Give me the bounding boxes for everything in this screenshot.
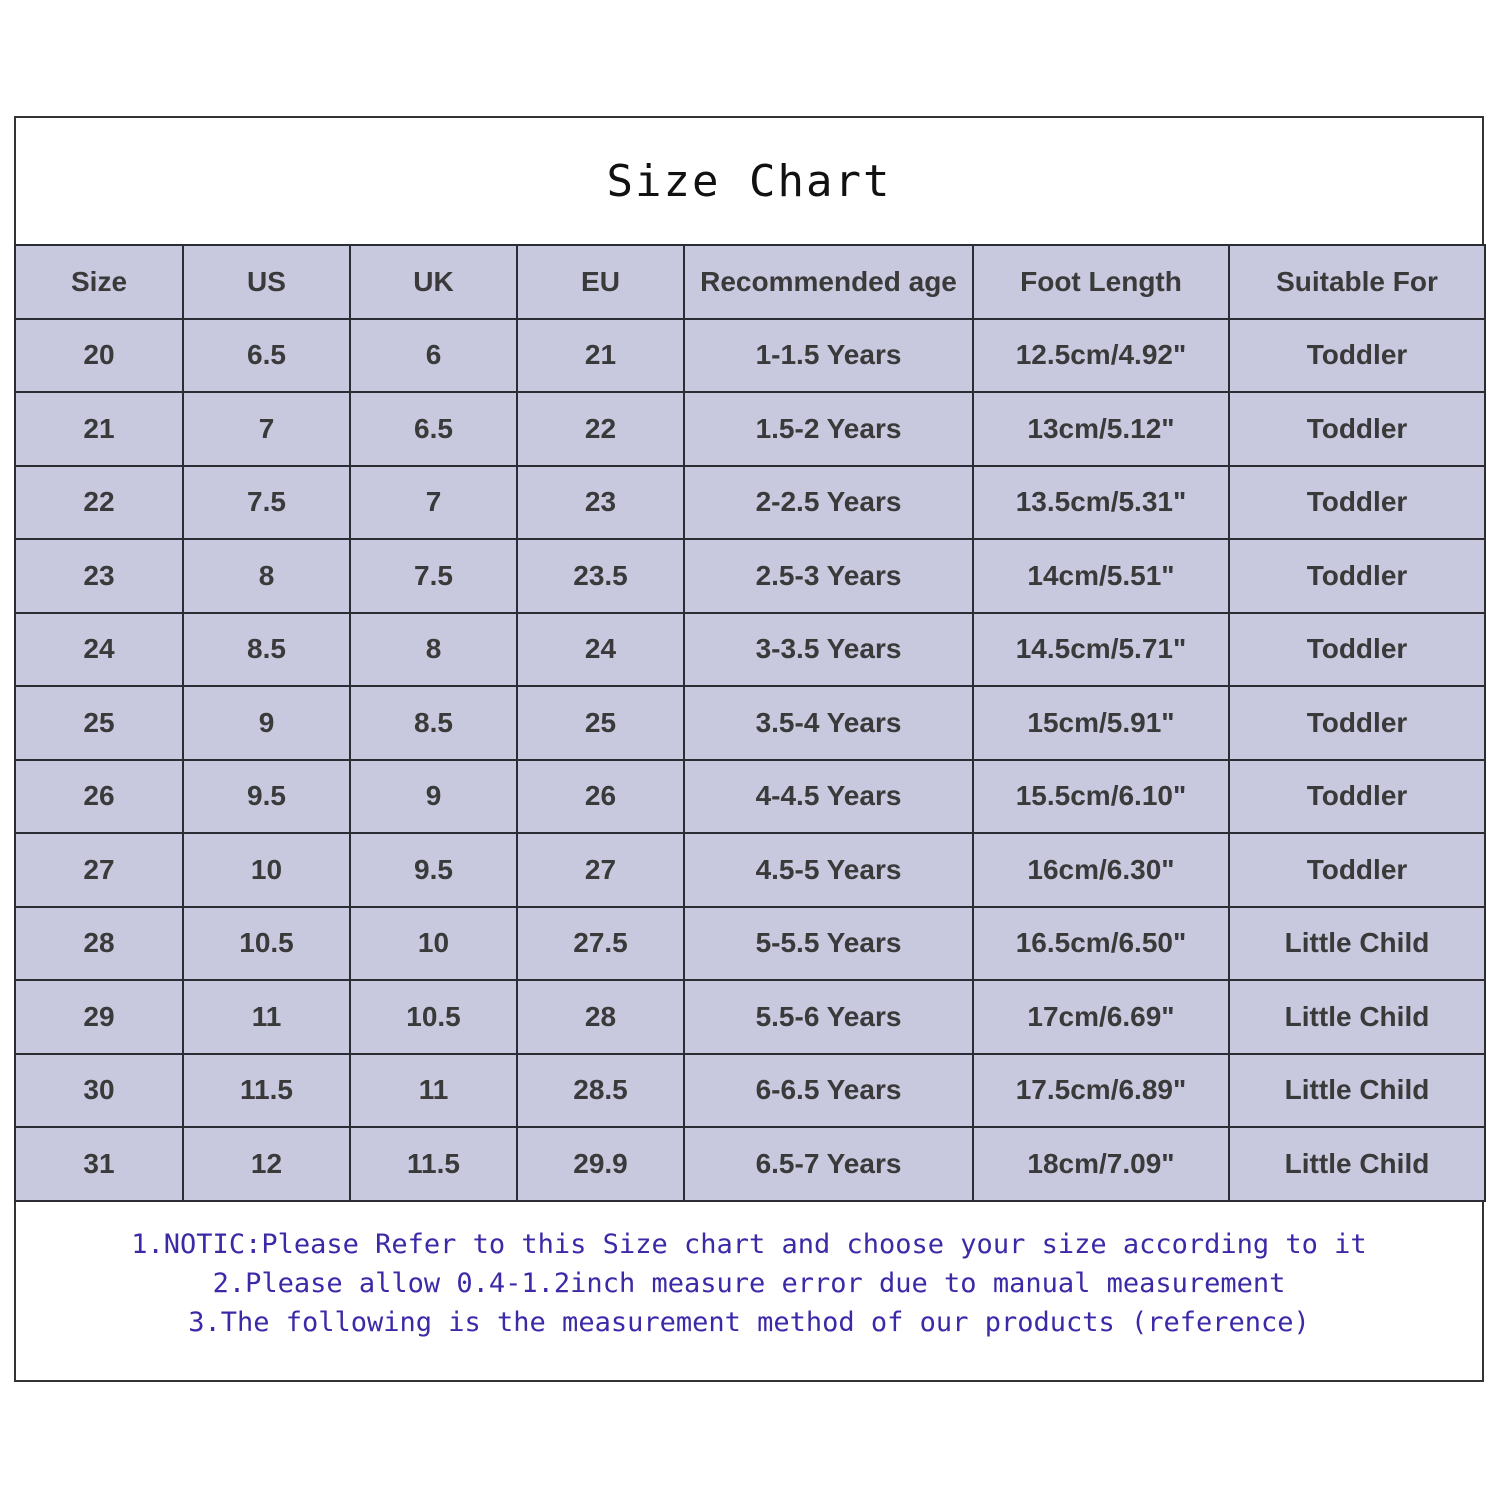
cell-foot-length: 14.5cm/5.71" xyxy=(973,613,1229,687)
cell-suitable-for: Toddler xyxy=(1229,392,1485,466)
cell-size: 23 xyxy=(15,539,183,613)
cell-eu: 28.5 xyxy=(517,1054,684,1128)
cell-us: 9.5 xyxy=(183,760,350,834)
cell-recommended-age: 5.5-6 Years xyxy=(684,980,973,1054)
cell-eu: 22 xyxy=(517,392,684,466)
cell-size: 30 xyxy=(15,1054,183,1128)
cell-us: 9 xyxy=(183,686,350,760)
cell-suitable-for: Toddler xyxy=(1229,613,1485,687)
notes xyxy=(16,1225,1482,1342)
cell-uk: 9.5 xyxy=(350,833,517,907)
cell-suitable-for: Toddler xyxy=(1229,539,1485,613)
cell-eu: 23 xyxy=(517,466,684,540)
cell-uk: 10 xyxy=(350,907,517,981)
cell-uk: 11 xyxy=(350,1054,517,1128)
cell-recommended-age: 3.5-4 Years xyxy=(684,686,973,760)
cell-size: 20 xyxy=(15,319,183,393)
table-row xyxy=(15,319,1485,393)
cell-size: 26 xyxy=(15,760,183,834)
cell-size: 24 xyxy=(15,613,183,687)
cell-size: 29 xyxy=(15,980,183,1054)
page-title: Size Chart xyxy=(606,155,892,207)
cell-us: 10.5 xyxy=(183,907,350,981)
cell-suitable-for: Little Child xyxy=(1229,980,1485,1054)
table-row xyxy=(15,760,1485,834)
cell-uk: 9 xyxy=(350,760,517,834)
cell-uk: 8.5 xyxy=(350,686,517,760)
cell-recommended-age: 5-5.5 Years xyxy=(684,907,973,981)
note-line: 3.The following is the measurement method of our products (reference) xyxy=(188,1307,1310,1338)
cell-foot-length: 13cm/5.12" xyxy=(973,392,1229,466)
cell-us: 6.5 xyxy=(183,319,350,393)
cell-recommended-age: 6-6.5 Years xyxy=(684,1054,973,1128)
cell-eu: 26 xyxy=(517,760,684,834)
table-row xyxy=(15,686,1485,760)
cell-us: 12 xyxy=(183,1127,350,1201)
cell-recommended-age: 2.5-3 Years xyxy=(684,539,973,613)
cell-us: 7 xyxy=(183,392,350,466)
cell-foot-length: 15.5cm/6.10" xyxy=(973,760,1229,834)
cell-size: 25 xyxy=(15,686,183,760)
cell-eu: 27 xyxy=(517,833,684,907)
table-row xyxy=(15,1127,1485,1201)
cell-uk: 7.5 xyxy=(350,539,517,613)
cell-suitable-for: Toddler xyxy=(1229,319,1485,393)
cell-recommended-age: 4-4.5 Years xyxy=(684,760,973,834)
cell-foot-length: 15cm/5.91" xyxy=(973,686,1229,760)
cell-foot-length: 17.5cm/6.89" xyxy=(973,1054,1229,1128)
cell-us: 8 xyxy=(183,539,350,613)
cell-eu: 27.5 xyxy=(517,907,684,981)
table-row xyxy=(15,539,1485,613)
cell-foot-length: 16cm/6.30" xyxy=(973,833,1229,907)
cell-eu: 21 xyxy=(517,319,684,393)
table-row xyxy=(15,980,1485,1054)
cell-us: 8.5 xyxy=(183,613,350,687)
cell-uk: 7 xyxy=(350,466,517,540)
cell-size: 31 xyxy=(15,1127,183,1201)
cell-recommended-age: 2-2.5 Years xyxy=(684,466,973,540)
cell-recommended-age: 1-1.5 Years xyxy=(684,319,973,393)
cell-foot-length: 14cm/5.51" xyxy=(973,539,1229,613)
cell-size: 22 xyxy=(15,466,183,540)
header-eu: EU xyxy=(517,245,684,319)
table-row xyxy=(15,1054,1485,1128)
cell-size: 28 xyxy=(15,907,183,981)
header-us: US xyxy=(183,245,350,319)
cell-suitable-for: Little Child xyxy=(1229,1054,1485,1128)
cell-foot-length: 13.5cm/5.31" xyxy=(973,466,1229,540)
header-recommended-age: Recommended age xyxy=(684,245,973,319)
table-row xyxy=(15,466,1485,540)
cell-uk: 8 xyxy=(350,613,517,687)
table-body xyxy=(15,319,1485,1201)
cell-uk: 11.5 xyxy=(350,1127,517,1201)
cell-foot-length: 17cm/6.69" xyxy=(973,980,1229,1054)
cell-eu: 25 xyxy=(517,686,684,760)
cell-suitable-for: Toddler xyxy=(1229,833,1485,907)
cell-recommended-age: 6.5-7 Years xyxy=(684,1127,973,1201)
table-row xyxy=(15,392,1485,466)
cell-uk: 6 xyxy=(350,319,517,393)
cell-us: 11 xyxy=(183,980,350,1054)
cell-recommended-age: 4.5-5 Years xyxy=(684,833,973,907)
cell-uk: 6.5 xyxy=(350,392,517,466)
cell-us: 10 xyxy=(183,833,350,907)
cell-us: 7.5 xyxy=(183,466,350,540)
cell-eu: 23.5 xyxy=(517,539,684,613)
note-line: 1.NOTIC:Please Refer to this Size chart and choose your size according to it xyxy=(131,1229,1367,1260)
cell-eu: 28 xyxy=(517,980,684,1054)
table-row xyxy=(15,833,1485,907)
cell-size: 21 xyxy=(15,392,183,466)
cell-suitable-for: Toddler xyxy=(1229,466,1485,540)
size-chart-frame xyxy=(14,116,1484,1382)
note-line: 2.Please allow 0.4-1.2inch measure error due to manual measurement xyxy=(212,1268,1286,1299)
cell-suitable-for: Toddler xyxy=(1229,760,1485,834)
header-foot-length: Foot Length xyxy=(973,245,1229,319)
cell-us: 11.5 xyxy=(183,1054,350,1128)
cell-foot-length: 12.5cm/4.92" xyxy=(973,319,1229,393)
cell-uk: 10.5 xyxy=(350,980,517,1054)
table-row xyxy=(15,907,1485,981)
header-suitable-for: Suitable For xyxy=(1229,245,1485,319)
cell-suitable-for: Little Child xyxy=(1229,907,1485,981)
cell-foot-length: 18cm/7.09" xyxy=(973,1127,1229,1201)
cell-foot-length: 16.5cm/6.50" xyxy=(973,907,1229,981)
header-size: Size xyxy=(15,245,183,319)
cell-eu: 24 xyxy=(517,613,684,687)
cell-eu: 29.9 xyxy=(517,1127,684,1201)
cell-suitable-for: Little Child xyxy=(1229,1127,1485,1201)
size-table xyxy=(14,244,1486,1202)
cell-suitable-for: Toddler xyxy=(1229,686,1485,760)
cell-recommended-age: 3-3.5 Years xyxy=(684,613,973,687)
header-uk: UK xyxy=(350,245,517,319)
cell-recommended-age: 1.5-2 Years xyxy=(684,392,973,466)
table-header-row xyxy=(15,245,1485,319)
table-row xyxy=(15,613,1485,687)
cell-size: 27 xyxy=(15,833,183,907)
